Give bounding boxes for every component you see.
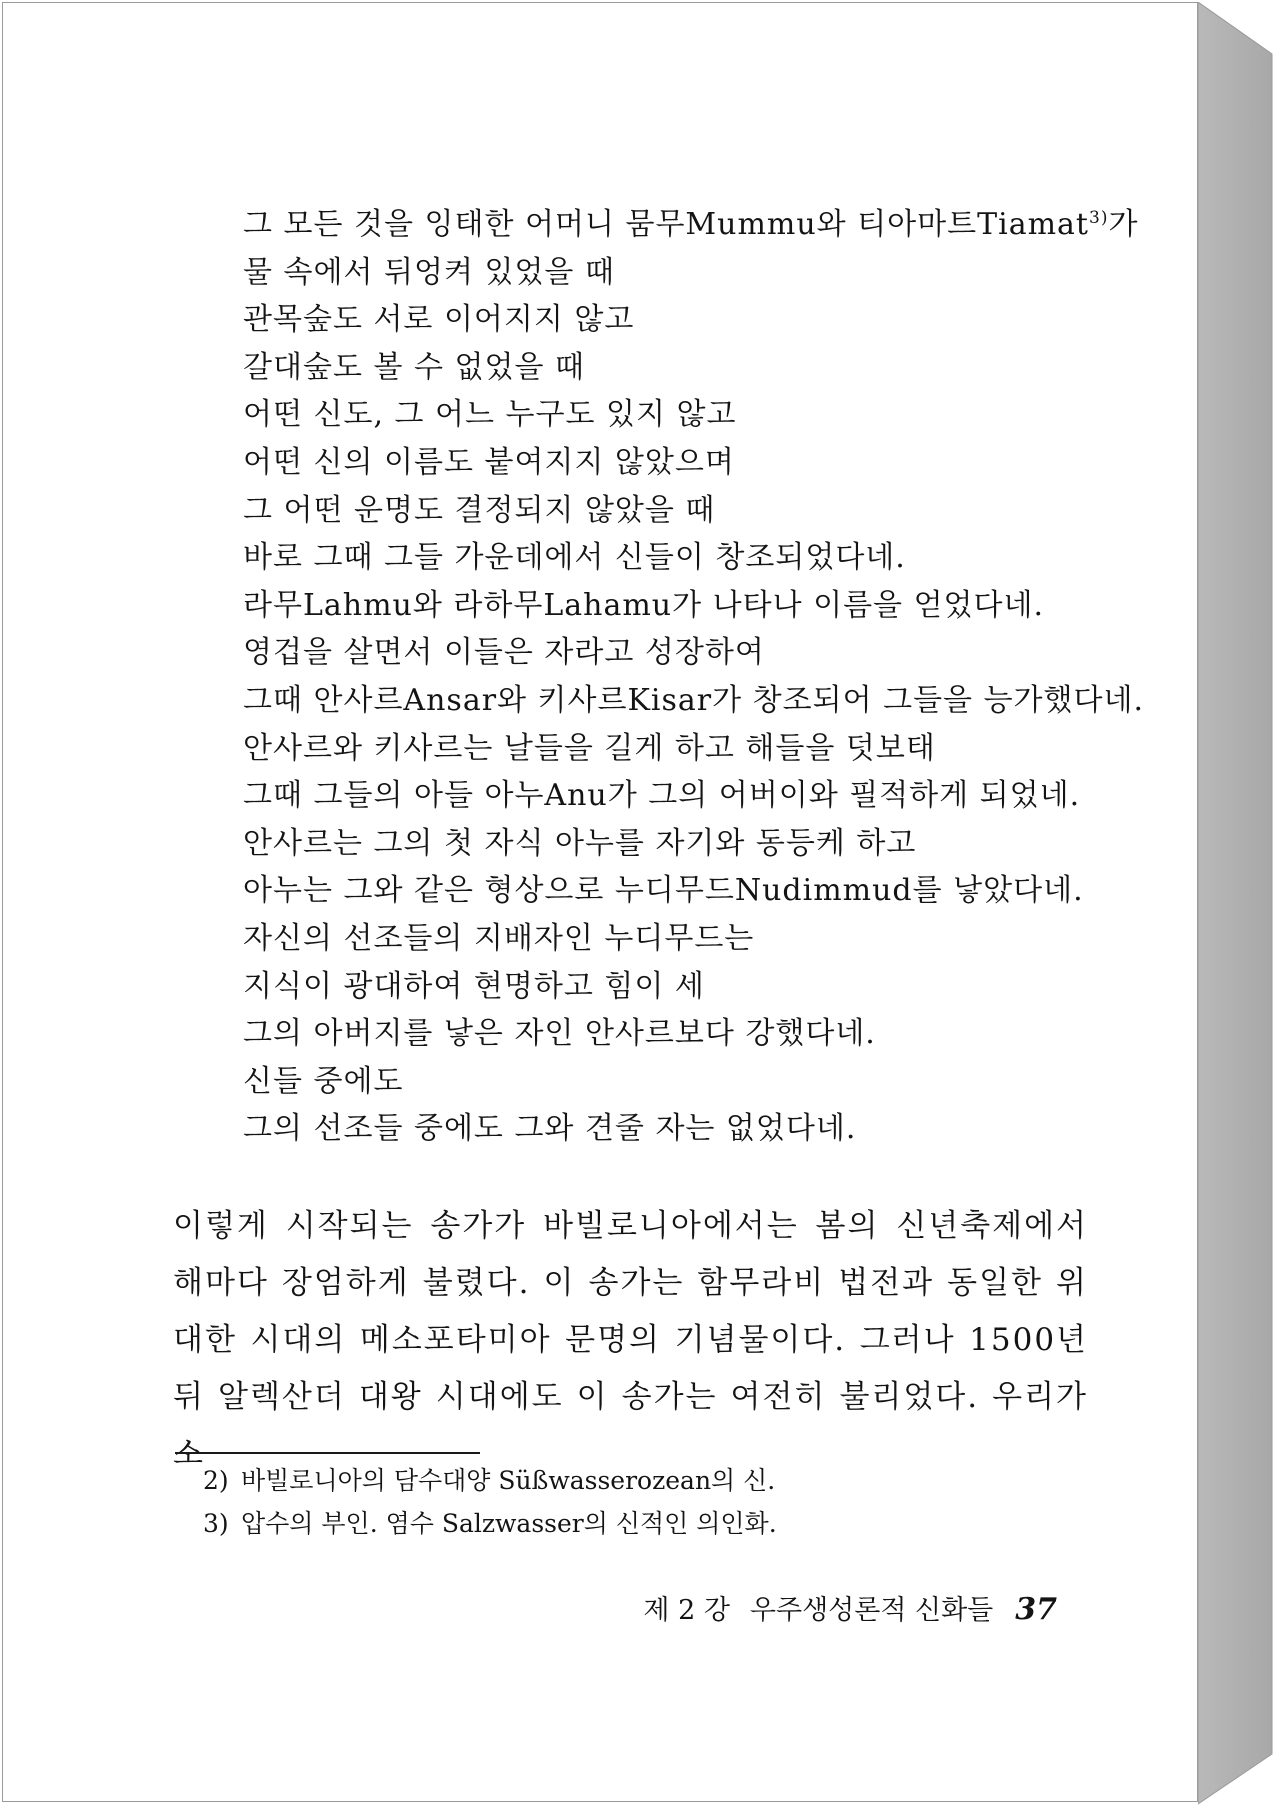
footnote-number: 2) [203,1466,229,1495]
poem-line: 아누는 그와 같은 형상으로 누디무드Nudimmud를 낳았다네. [243,873,1084,909]
poem-line: 갈대숲도 볼 수 없었을 때 [243,349,585,385]
footnote-divider [175,1452,480,1454]
poem-line: 물 속에서 뒤엉켜 있었을 때 [243,254,615,290]
poem-line: 자신의 선조들의 지배자인 누디무드는 [243,920,755,956]
poem-line: 그때 그들의 아들 아누Anu가 그의 어버이와 필적하게 되었네. [243,778,1081,814]
poem-line: 어떤 신의 이름도 붙여지지 않았으며 [243,444,735,480]
poem-line: 그의 선조들 중에도 그와 견줄 자는 없었다네. [243,1111,857,1147]
poem-line: 그 모든 것을 잉태한 어머니 뭄무Mummu와 티아마트Tiamat$^{3)}$가 [243,207,1139,242]
poem-line: 그 어떤 운명도 결정되지 않았을 때 [243,492,716,528]
footnotes [203,1459,777,1545]
footnote-item [203,1502,777,1545]
poem-line: 바로 그때 그들 가운데에서 신들이 창조되었다네. [243,540,906,576]
chapter-title: 우주생성론적 신화들 [749,1595,994,1626]
footnote-item [203,1459,777,1502]
poem-line: 영겁을 살면서 이들은 자라고 성장하여 [243,635,765,671]
running-footer [643,1588,1057,1627]
poem-line: 어떤 신도, 그 어느 누구도 있지 않고 [243,397,737,433]
footnote-text: 압수의 부인. 염수 Salzwasser의 신적인 의인화. [241,1509,777,1538]
spine-shading [1198,2,1280,1806]
poem-line: 라무Lahmu와 라하무Lahamu가 나타나 이름을 얻었다네. [243,587,1045,623]
poem-line: 관목숲도 서로 이어지지 않고 [243,302,635,338]
poem-block [243,201,1144,1153]
poem-line: 안사르는 그의 첫 자식 아누를 자기와 동등케 하고 [243,825,917,861]
chapter-label: 제 2 강 [643,1595,730,1626]
poem-line: 지식이 광대하여 현명하고 힘이 세 [243,968,705,1004]
footnote-ref: 3) [1089,208,1109,228]
page-number: 37 [1015,1592,1057,1627]
poem-line: 그때 안사르Ansar와 키사르Kisar가 창조되어 그들을 능가했다네. [243,682,1145,718]
body-paragraph: 이렇게 시작되는 송가가 바빌로니아에서는 봄의 신년축제에서 해마다 장엄하게 불렸다. 이 송가는 함무라비 법전과 동일한 위대한 시대의 메소포타미아 문명의 기념물이다. 그러나 1500년 뒤 알렉산더 대왕 시대에도 이 송가는 여전히 불리었다. 우리가 소 [173,1208,1088,1472]
poem-line: 그의 아버지를 낳은 자인 안사르보다 강했다네. [243,1016,876,1052]
poem-line: 안사르와 키사르는 날들을 길게 하고 해들을 덧보태 [243,730,936,766]
footnote-number: 3) [203,1509,229,1538]
book-page [2,2,1198,1802]
footnote-text: 바빌로니아의 담수대양 Süßwasserozean의 신. [241,1466,776,1495]
poem-line: 신들 중에도 [243,1063,404,1099]
